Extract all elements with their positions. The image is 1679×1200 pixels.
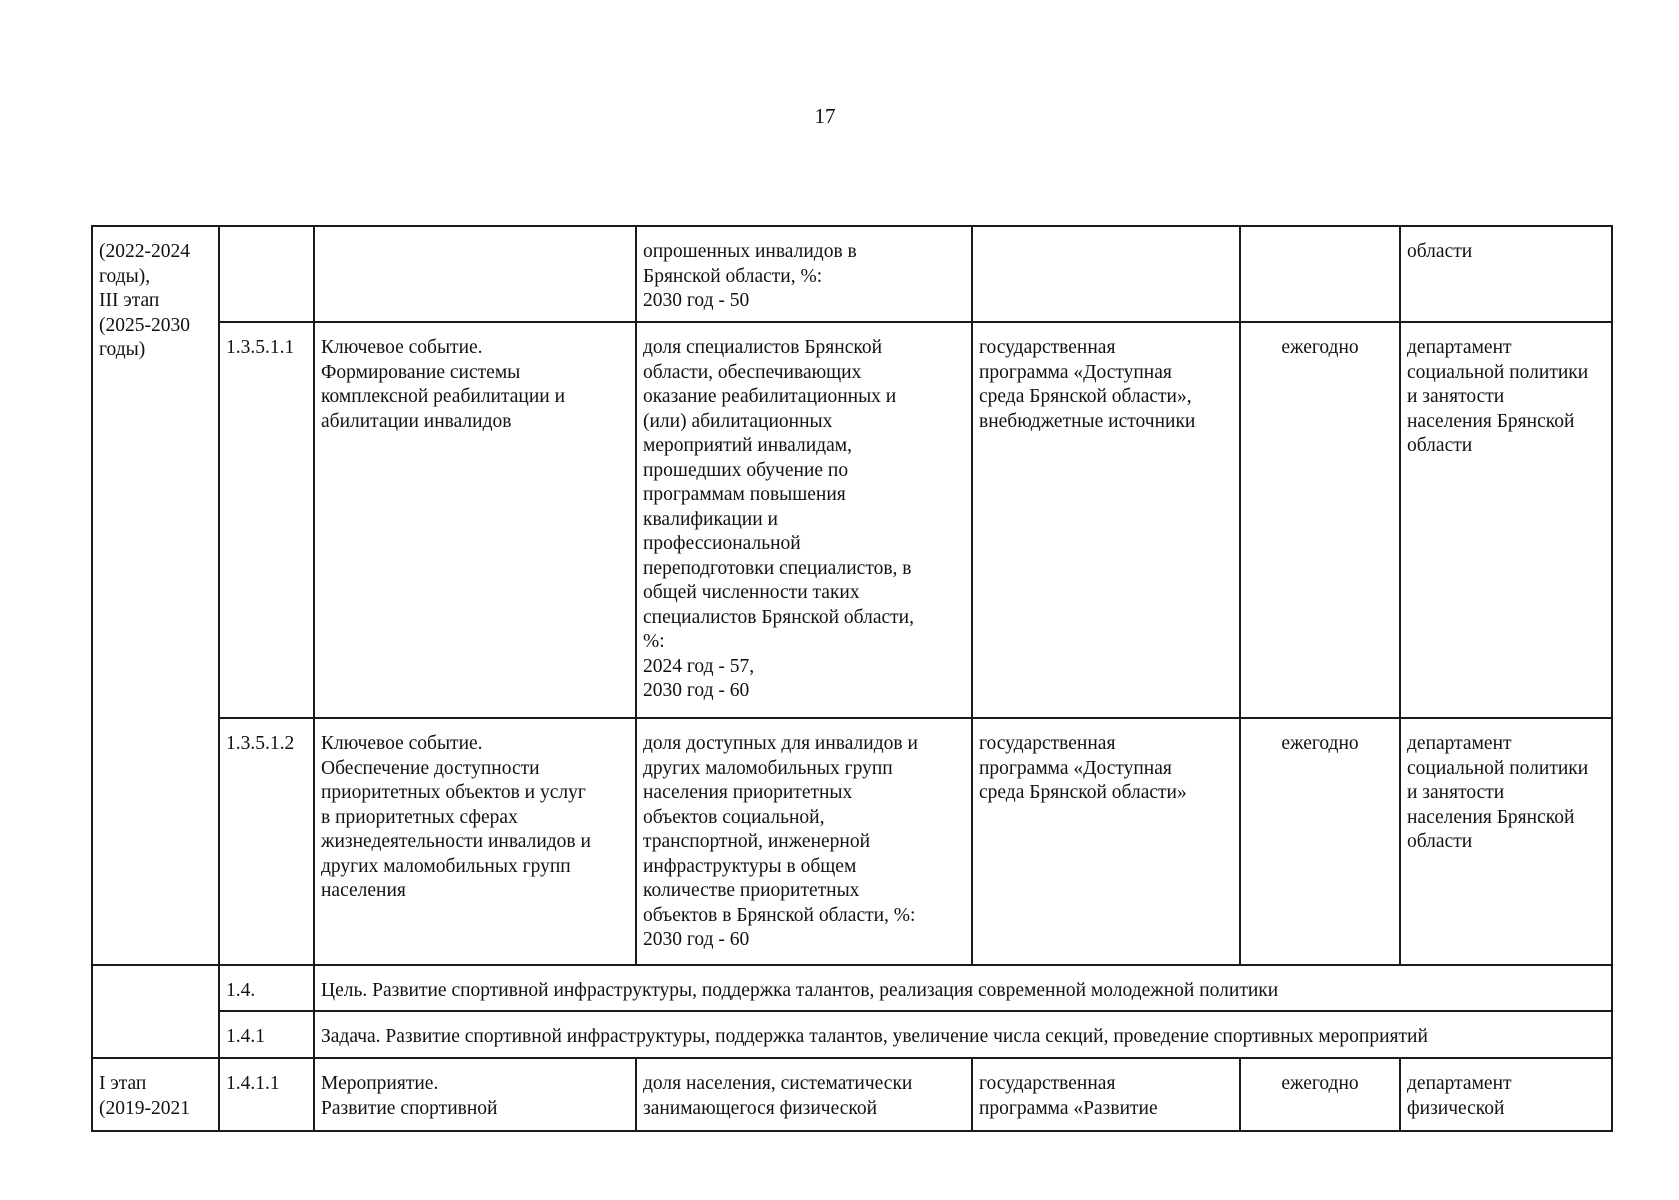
responsible-cell: департамент социальной политики и занятости населения Брянской области (1400, 322, 1612, 718)
code-cell (219, 226, 314, 322)
period-cell: ежегодно (1240, 322, 1400, 718)
table-row-continued (92, 226, 1612, 322)
responsible-cell: департамент физической (1400, 1058, 1612, 1131)
stage-cell: (2022-2024 годы), III этап (2025-2030 годы) (92, 226, 219, 965)
event-cell: Мероприятие. Развитие спортивной (314, 1058, 636, 1131)
financing-cell: государственная программа «Доступная среда Брянской области» (972, 718, 1240, 965)
table-row-1-4 (92, 965, 1612, 1011)
code-cell: 1.4. (219, 965, 314, 1011)
plan-table (91, 225, 1613, 1132)
event-cell (314, 226, 636, 322)
event-cell: Ключевое событие. Обеспечение доступности приоритетных объектов и услуг в приоритетных сферах жизнедеятельности инвалидов и других маломобильных групп населения (314, 718, 636, 965)
period-cell (1240, 226, 1400, 322)
table-row-1-3-5-1-1 (92, 322, 1612, 718)
page-number: 17 (814, 104, 836, 128)
table-row-1-4-1 (92, 1011, 1612, 1058)
financing-cell (972, 226, 1240, 322)
financing-cell: государственная программа «Развитие (972, 1058, 1240, 1131)
code-cell: 1.4.1 (219, 1011, 314, 1058)
task-text: Задача. Развитие спортивной инфраструктуры, поддержка талантов, увеличение числа секций, проведение спортивных мероприятий (314, 1011, 1612, 1058)
period-cell: ежегодно (1240, 1058, 1400, 1131)
code-cell: 1.3.5.1.1 (219, 322, 314, 718)
table-row-1-3-5-1-2 (92, 718, 1612, 965)
goal-text: Цель. Развитие спортивной инфраструктуры, поддержка талантов, реализация современной молодежной политики (314, 965, 1612, 1011)
indicator-cell: доля населения, систематически занимающегося физической (636, 1058, 972, 1131)
event-cell: Ключевое событие. Формирование системы комплексной реабилитации и абилитации инвалидов (314, 322, 636, 718)
responsible-cell: департамент социальной политики и занятости населения Брянской области (1400, 718, 1612, 965)
indicator-cell: опрошенных инвалидов в Брянской области, %: 2030 год - 50 (636, 226, 972, 322)
code-cell: 1.4.1.1 (219, 1058, 314, 1131)
stage-cell-empty (92, 965, 219, 1058)
responsible-cell: области (1400, 226, 1612, 322)
financing-cell: государственная программа «Доступная среда Брянской области», внебюджетные источники (972, 322, 1240, 718)
indicator-cell: доля доступных для инвалидов и других маломобильных групп населения приоритетных объектов социальной, транспортной, инженерной инфраструктуры в общем количестве приоритетных объектов в Брянской области, %: 2030 год - 60 (636, 718, 972, 965)
code-cell: 1.3.5.1.2 (219, 718, 314, 965)
stage-cell: I этап (2019-2021 (92, 1058, 219, 1131)
indicator-cell: доля специалистов Брянской области, обеспечивающих оказание реабилитационных и (или) абилитационных мероприятий инвалидам, прошедших обучение по программам повышения квалификации и профессиональной переподготовки специалистов, в общей численности таких специалистов Брянской области, %: 2024 год - 57, 2030 год - 60 (636, 322, 972, 718)
table-row-1-4-1-1 (92, 1058, 1612, 1131)
period-cell: ежегодно (1240, 718, 1400, 965)
